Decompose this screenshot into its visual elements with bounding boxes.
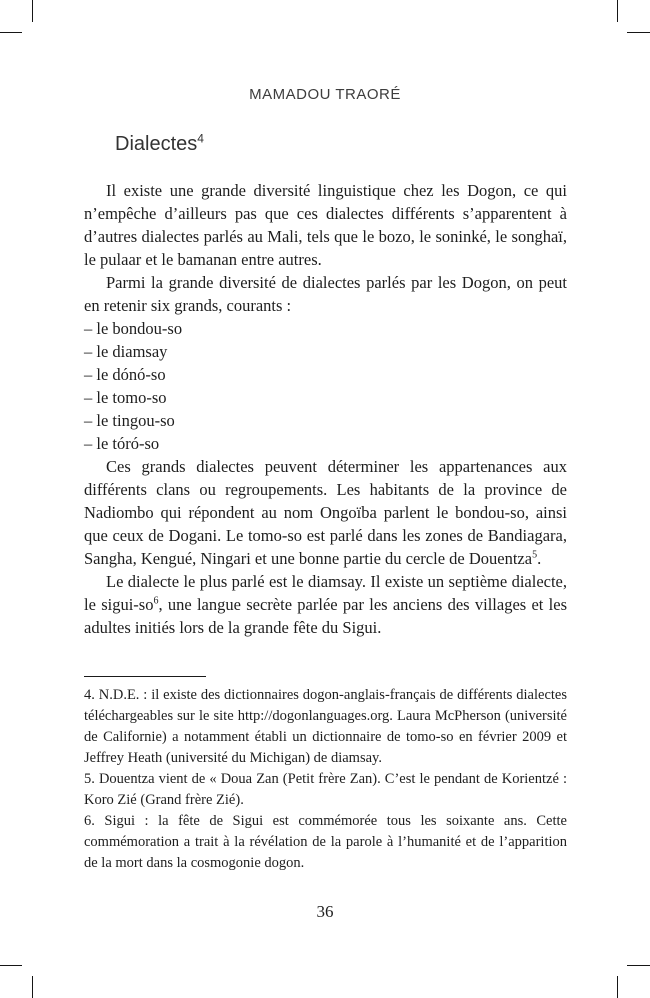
dialect-list-item: – le bondou-so (84, 319, 183, 338)
dialect-list-item: – le tóró-so (84, 434, 160, 453)
dialect-list-item: – le tingou-so (84, 411, 175, 430)
section-title-text: Dialectes (115, 133, 198, 155)
paragraph: Le dialecte le plus parlé est le diamsay. Il existe un septième dialecte, le sigui-so$^6$, une langue secrète parlée par les anciens des villages et les adultes initiés lors de la grande fête du Sigui. (84, 572, 567, 637)
crop-mark-bottom-left-horizontal (0, 965, 22, 966)
crop-mark-bottom-right-horizontal (627, 965, 650, 966)
paragraph: Parmi la grande diversité de dialectes parlés par les Dogon, on peut en retenir six grands, courants : (84, 273, 567, 315)
section-title (115, 133, 204, 156)
section-title-footnote-ref: 4 (197, 131, 204, 146)
footnotes-section (84, 676, 567, 874)
crop-mark-bottom-right-vertical (617, 976, 618, 998)
footnote: 4. N.D.E. : il existe des dictionnaires dogon-anglais-français de différents dialectes téléchargeables sur le site http://dogonlanguages.org. Laura McPherson (université de Californie) a notamment établi un dictionnaire de tomo-so en février 2009 et Jeffrey Heath (université du Michigan) de diamsay. (84, 687, 567, 766)
footnote-reference: 5 (532, 549, 538, 561)
paragraph: Il existe une grande diversité linguistique chez les Dogon, ce qui n’empêche d’ailleurs pas que ces dialectes différents s’apparentent à d’autres dialectes parlés au Mali, tels que le bozo, le soninké, le songhaï, le pulaar et le bamanan entre autres. (84, 181, 567, 269)
dialect-list-item: – le tomo-so (84, 388, 167, 407)
crop-mark-bottom-left-vertical (32, 976, 33, 998)
footnote: 6. Sigui : la fête de Sigui est commémorée tous les soixante ans. Cette commémoration a trait à la révélation de la parole à l’humanité et de l’apparition de la mort dans la cosmogonie dogon. (84, 813, 567, 871)
crop-mark-top-left-vertical (32, 0, 33, 22)
crop-mark-top-right-vertical (617, 0, 618, 22)
page-number: 36 (316, 902, 334, 921)
paragraph: Ces grands dialectes peuvent déterminer les appartenances aux différents clans ou regroupements. Les habitants de la province de Nadiombo qui répondent au nom Ongoïba parlent le bondou-so, ainsi que ceux de Dogani. Le tomo-so est parlé dans les zones de Bandiagara, Sangha, Kengué, Ningari et une bonne partie du cercle de Douentza$^5$. (84, 457, 567, 568)
crop-mark-top-left-horizontal (0, 32, 22, 33)
body-text (84, 179, 567, 639)
dialect-list-item: – le dónó-so (84, 365, 166, 384)
dialect-list-item: – le diamsay (84, 342, 168, 361)
footnote-reference: 6 (153, 595, 159, 607)
footnotes-list (84, 685, 567, 874)
running-header: MAMADOU TRAORÉ (249, 86, 401, 103)
footnote: 5. Douentza vient de « Doua Zan (Petit frère Zan). C’est le pendant de Korientzé : Koro Zié (Grand frère Zié). (84, 771, 567, 808)
crop-mark-top-right-horizontal (627, 32, 650, 33)
footnote-separator-rule (84, 676, 206, 677)
